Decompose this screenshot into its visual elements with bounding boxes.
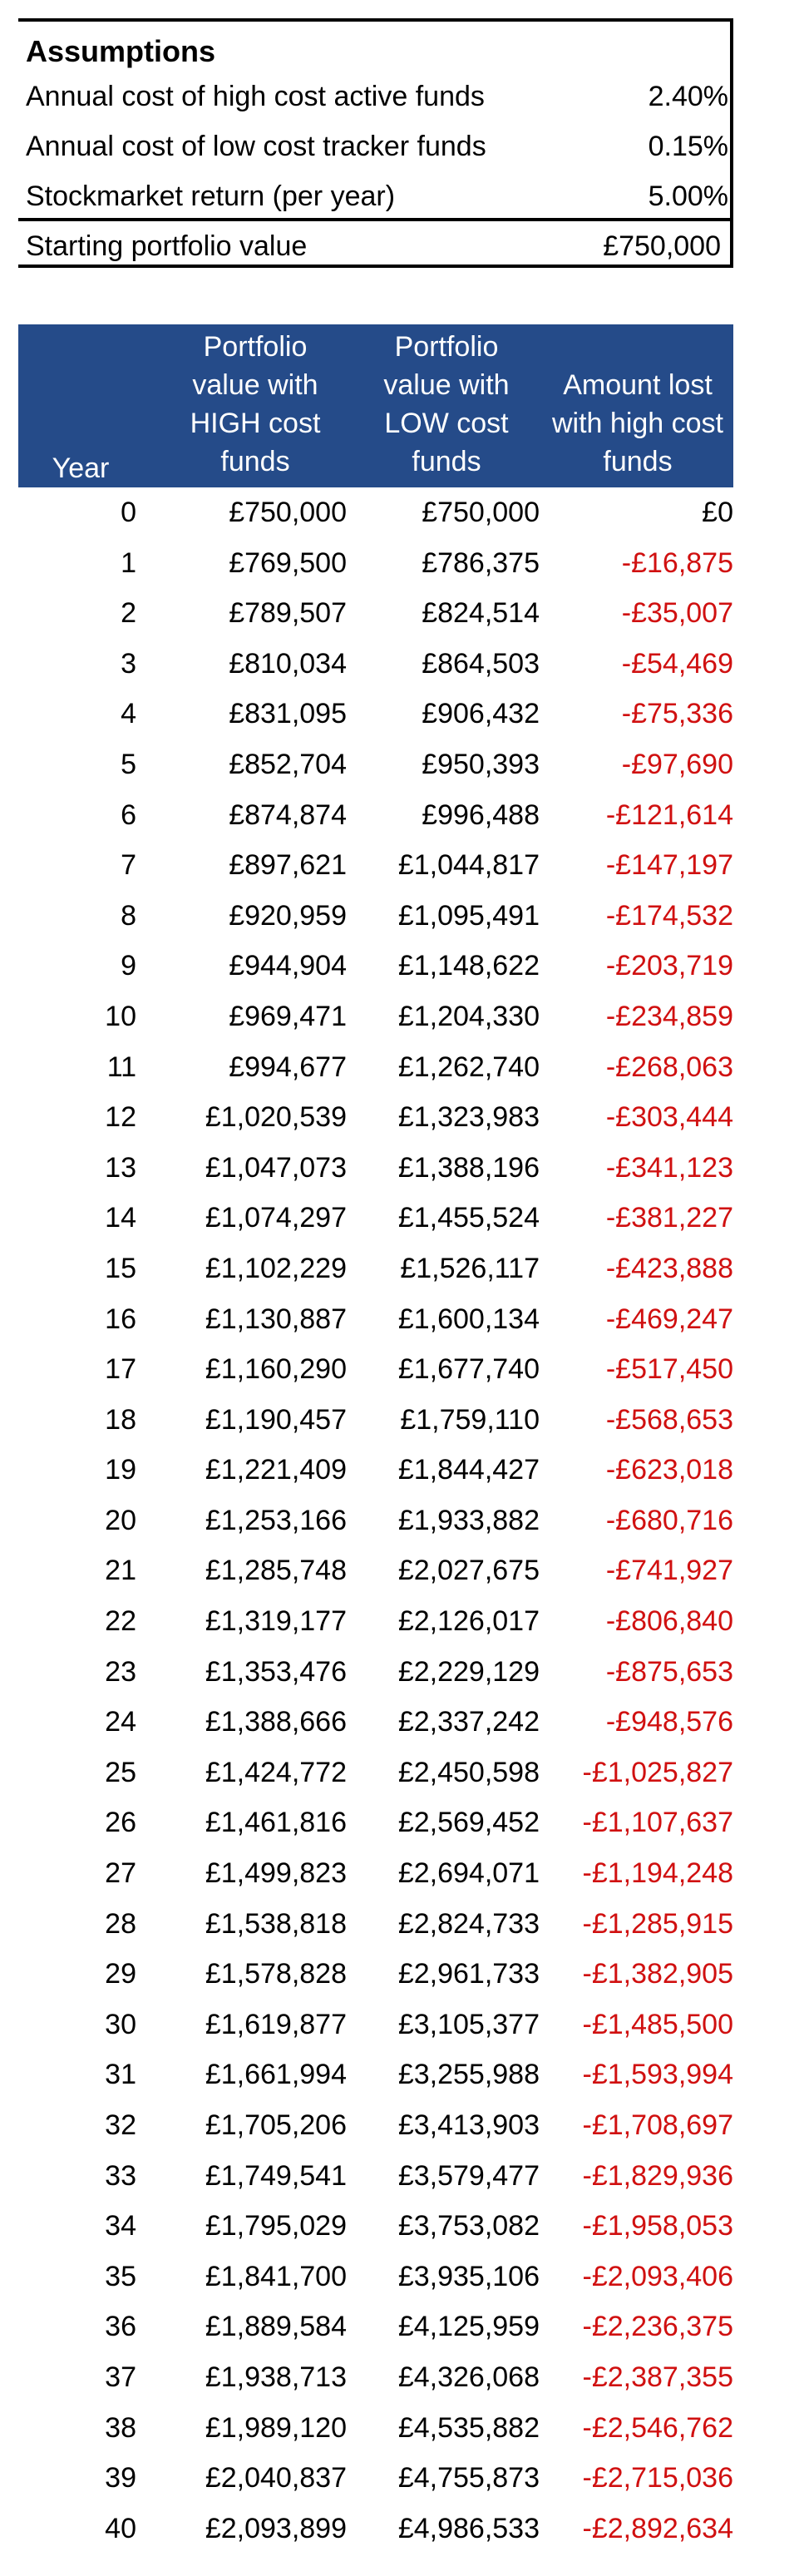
high-cost-value-cell: £994,677 <box>229 1051 347 1083</box>
table-row <box>18 2049 733 2100</box>
table-row <box>18 2302 733 2352</box>
assumption-row-starting-value <box>18 218 730 268</box>
amount-lost-cell: -£1,285,915 <box>582 1907 733 1940</box>
assumptions-title: Assumptions <box>26 34 216 68</box>
high-cost-value-cell: £789,507 <box>229 597 347 630</box>
amount-lost-cell: -£97,690 <box>621 748 733 780</box>
header-high-cost: Portfolio value with HIGH cost funds <box>190 331 321 477</box>
year-cell: 0 <box>121 497 136 528</box>
amount-lost-cell: -£174,532 <box>605 899 733 932</box>
high-cost-value-cell: £2,040,837 <box>205 2462 347 2494</box>
low-cost-value-cell: £3,105,377 <box>397 2008 540 2040</box>
high-cost-value-cell: £944,904 <box>229 950 347 982</box>
year-cell: 24 <box>105 1706 136 1738</box>
year-cell: 27 <box>105 1857 136 1890</box>
high-cost-value-cell: £831,095 <box>229 698 347 730</box>
header-amount-lost: Amount lost with high cost funds <box>552 369 723 477</box>
high-cost-value-cell: £1,424,772 <box>205 1756 347 1788</box>
low-cost-value-cell: £2,569,452 <box>397 1807 540 1839</box>
year-cell: 26 <box>105 1807 136 1839</box>
low-cost-value-cell: £3,935,106 <box>397 2260 540 2292</box>
year-cell: 32 <box>105 2109 136 2141</box>
amount-lost-cell: -£948,576 <box>605 1706 733 1738</box>
assumption-label: Starting portfolio value <box>26 230 308 262</box>
high-cost-value-cell: £810,034 <box>229 647 347 680</box>
amount-lost-cell: -£1,485,500 <box>582 2008 733 2040</box>
amount-lost-cell: -£1,025,827 <box>582 1756 733 1788</box>
table-row <box>18 2151 733 2202</box>
amount-lost-cell: -£741,927 <box>605 1555 733 1587</box>
table-header <box>18 324 733 487</box>
table-row <box>18 2453 733 2504</box>
year-cell: 33 <box>105 2159 136 2192</box>
low-cost-value-cell: £1,095,491 <box>397 899 540 932</box>
low-cost-value-cell: £4,755,873 <box>397 2462 540 2494</box>
low-cost-value-cell: £750,000 <box>422 497 540 528</box>
table-row <box>18 689 733 739</box>
high-cost-value-cell: £1,047,073 <box>205 1151 347 1184</box>
low-cost-value-cell: £1,677,740 <box>397 1353 540 1386</box>
table-row <box>18 991 733 1042</box>
amount-lost-cell: -£381,227 <box>605 1202 733 1234</box>
header-low-cost: Portfolio value with LOW cost funds <box>383 331 510 477</box>
low-cost-value-cell: £1,204,330 <box>397 1000 540 1032</box>
high-cost-value-cell: £1,889,584 <box>205 2311 347 2343</box>
high-cost-value-cell: £897,621 <box>229 849 347 882</box>
year-cell: 6 <box>121 799 136 831</box>
low-cost-value-cell: £4,326,068 <box>397 2361 540 2393</box>
year-cell: 25 <box>105 1756 136 1788</box>
amount-lost-cell: -£1,708,697 <box>582 2109 733 2141</box>
table-row <box>18 2201 733 2252</box>
high-cost-value-cell: £1,661,994 <box>205 2059 347 2091</box>
low-cost-value-cell: £824,514 <box>422 597 540 630</box>
high-cost-value-cell: £1,102,229 <box>205 1252 347 1284</box>
high-cost-value-cell: £969,471 <box>229 1000 347 1032</box>
high-cost-value-cell: £1,705,206 <box>205 2109 347 2141</box>
table-row <box>18 2352 733 2403</box>
amount-lost-cell: -£341,123 <box>605 1151 733 1184</box>
high-cost-value-cell: £1,538,818 <box>205 1907 347 1940</box>
low-cost-value-cell: £906,432 <box>422 698 540 730</box>
high-cost-value-cell: £1,989,120 <box>205 2411 347 2444</box>
table-row <box>18 2100 733 2151</box>
low-cost-value-cell: £1,262,740 <box>397 1051 540 1083</box>
year-cell: 30 <box>105 2008 136 2040</box>
amount-lost-cell: -£680,716 <box>605 1504 733 1536</box>
amount-lost-cell: -£303,444 <box>605 1101 733 1134</box>
table-row <box>18 1143 733 1194</box>
low-cost-value-cell: £1,844,427 <box>397 1454 540 1486</box>
table-row <box>18 1092 733 1143</box>
low-cost-value-cell: £2,027,675 <box>397 1555 540 1587</box>
year-cell: 19 <box>105 1454 136 1486</box>
low-cost-value-cell: £3,255,988 <box>397 2059 540 2091</box>
amount-lost-cell: -£1,107,637 <box>582 1807 733 1839</box>
year-cell: 3 <box>121 647 136 680</box>
year-cell: 9 <box>121 950 136 982</box>
high-cost-value-cell: £874,874 <box>229 799 347 831</box>
table-row <box>18 1445 733 1496</box>
low-cost-value-cell: £2,229,129 <box>397 1655 540 1688</box>
low-cost-value-cell: £1,933,882 <box>397 1504 540 1536</box>
high-cost-value-cell: £1,578,828 <box>205 1958 347 1990</box>
year-cell: 7 <box>121 849 136 882</box>
low-cost-value-cell: £1,759,110 <box>400 1403 540 1436</box>
assumptions-box <box>18 18 733 268</box>
assumption-label: Annual cost of low cost tracker funds <box>26 131 486 162</box>
table-row <box>18 2252 733 2302</box>
high-cost-value-cell: £1,938,713 <box>205 2361 347 2393</box>
year-cell: 5 <box>121 748 136 780</box>
low-cost-value-cell: £1,455,524 <box>397 1202 540 1234</box>
assumption-label: Annual cost of high cost active funds <box>26 81 485 112</box>
high-cost-value-cell: £852,704 <box>229 748 347 780</box>
year-cell: 11 <box>106 1051 136 1083</box>
amount-lost-cell: -£1,958,053 <box>582 2210 733 2242</box>
table-row <box>18 1797 733 1848</box>
year-cell: 39 <box>105 2462 136 2494</box>
high-cost-value-cell: £1,388,666 <box>205 1706 347 1738</box>
table-row <box>18 1042 733 1093</box>
table-row <box>18 2000 733 2050</box>
table-row <box>18 1748 733 1798</box>
low-cost-value-cell: £786,375 <box>422 546 540 579</box>
low-cost-value-cell: £1,526,117 <box>400 1252 540 1284</box>
high-cost-value-cell: £1,160,290 <box>205 1353 347 1386</box>
low-cost-value-cell: £1,388,196 <box>397 1151 540 1184</box>
high-cost-value-cell: £920,959 <box>229 899 347 932</box>
high-cost-value-cell: £1,841,700 <box>205 2260 347 2292</box>
high-cost-value-cell: £1,190,457 <box>205 1403 347 1436</box>
assumption-value: 2.40% <box>648 81 728 112</box>
low-cost-value-cell: £3,579,477 <box>397 2159 540 2192</box>
high-cost-value-cell: £1,499,823 <box>205 1857 347 1890</box>
low-cost-value-cell: £1,044,817 <box>397 849 540 882</box>
low-cost-value-cell: £996,488 <box>422 799 540 831</box>
amount-lost-cell: -£1,382,905 <box>582 1958 733 1990</box>
high-cost-value-cell: £1,285,748 <box>205 1555 347 1587</box>
amount-lost-cell: -£806,840 <box>605 1605 733 1638</box>
table-row <box>18 840 733 891</box>
header-year: Year <box>52 452 110 484</box>
year-cell: 2 <box>121 597 136 630</box>
amount-lost-cell: -£1,194,248 <box>582 1857 733 1890</box>
table-row <box>18 1848 733 1899</box>
table-row <box>18 1496 733 1546</box>
high-cost-value-cell: £1,749,541 <box>205 2159 347 2192</box>
table-row <box>18 1193 733 1244</box>
assumption-row-return <box>26 171 728 221</box>
high-cost-value-cell: £750,000 <box>229 497 347 528</box>
year-cell: 31 <box>105 2059 136 2091</box>
low-cost-value-cell: £2,824,733 <box>397 1907 540 1940</box>
high-cost-value-cell: £1,795,029 <box>205 2210 347 2242</box>
amount-lost-cell: -£75,336 <box>621 698 733 730</box>
table-row <box>18 1545 733 1596</box>
amount-lost-cell: -£2,546,762 <box>582 2411 733 2444</box>
year-cell: 15 <box>105 1252 136 1284</box>
year-cell: 38 <box>105 2411 136 2444</box>
table-row <box>18 538 733 589</box>
low-cost-value-cell: £2,450,598 <box>397 1756 540 1788</box>
year-cell: 18 <box>105 1403 136 1436</box>
table-row <box>18 1899 733 1950</box>
high-cost-value-cell: £1,221,409 <box>205 1454 347 1486</box>
low-cost-value-cell: £4,535,882 <box>397 2411 540 2444</box>
amount-lost-cell: -£469,247 <box>605 1303 733 1335</box>
year-cell: 37 <box>105 2361 136 2393</box>
low-cost-value-cell: £1,600,134 <box>397 1303 540 1335</box>
year-cell: 8 <box>121 899 136 932</box>
low-cost-value-cell: £3,753,082 <box>397 2210 540 2242</box>
year-cell: 22 <box>105 1605 136 1638</box>
table-row <box>18 588 733 639</box>
amount-lost-cell: -£234,859 <box>605 1000 733 1032</box>
amount-lost-cell: -£54,469 <box>621 647 733 680</box>
assumption-value: £750,000 <box>603 230 721 262</box>
high-cost-value-cell: £769,500 <box>229 546 347 579</box>
year-cell: 29 <box>105 1958 136 1990</box>
low-cost-value-cell: £2,694,071 <box>397 1857 540 1890</box>
year-cell: 4 <box>121 698 136 730</box>
table-row <box>18 2504 733 2554</box>
amount-lost-cell: -£35,007 <box>621 597 733 630</box>
year-cell: 35 <box>105 2260 136 2292</box>
table-row <box>18 790 733 841</box>
amount-lost-cell: -£16,875 <box>621 546 733 579</box>
table-row <box>18 1697 733 1748</box>
year-cell: 23 <box>105 1655 136 1688</box>
amount-lost-cell: -£203,719 <box>605 950 733 982</box>
table-body <box>18 487 733 2554</box>
table-row <box>18 1647 733 1698</box>
table-row <box>18 1244 733 1294</box>
year-cell: 12 <box>105 1101 136 1134</box>
year-cell: 34 <box>105 2210 136 2242</box>
amount-lost-cell: -£423,888 <box>605 1252 733 1284</box>
amount-lost-cell: -£1,593,994 <box>582 2059 733 2091</box>
table-row <box>18 2403 733 2454</box>
amount-lost-cell: -£2,715,036 <box>582 2462 733 2494</box>
amount-lost-cell: -£517,450 <box>605 1353 733 1386</box>
amount-lost-cell: -£875,653 <box>605 1655 733 1688</box>
amount-lost-cell: -£268,063 <box>605 1051 733 1083</box>
low-cost-value-cell: £3,413,903 <box>397 2109 540 2141</box>
assumption-row-high-cost <box>26 72 728 121</box>
table-row <box>18 891 733 942</box>
year-cell: 40 <box>105 2512 136 2544</box>
year-cell: 10 <box>105 1000 136 1032</box>
low-cost-value-cell: £950,393 <box>422 748 540 780</box>
amount-lost-cell: -£2,236,375 <box>582 2311 733 2343</box>
low-cost-value-cell: £4,986,533 <box>397 2512 540 2544</box>
low-cost-value-cell: £1,323,983 <box>397 1101 540 1134</box>
high-cost-value-cell: £1,020,539 <box>205 1101 347 1134</box>
high-cost-value-cell: £1,074,297 <box>205 1202 347 1234</box>
amount-lost-cell: £0 <box>702 497 733 528</box>
low-cost-value-cell: £1,148,622 <box>397 950 540 982</box>
year-cell: 28 <box>105 1907 136 1940</box>
year-cell: 20 <box>105 1504 136 1536</box>
assumption-value: 5.00% <box>648 180 728 212</box>
amount-lost-cell: -£1,829,936 <box>582 2159 733 2192</box>
table-row <box>18 1344 733 1395</box>
amount-lost-cell: -£623,018 <box>605 1454 733 1486</box>
low-cost-value-cell: £864,503 <box>422 647 540 680</box>
year-cell: 1 <box>121 546 136 579</box>
high-cost-value-cell: £1,319,177 <box>205 1605 347 1638</box>
table-row <box>18 1395 733 1446</box>
year-cell: 14 <box>105 1202 136 1234</box>
amount-lost-cell: -£2,387,355 <box>582 2361 733 2393</box>
amount-lost-cell: -£2,093,406 <box>582 2260 733 2292</box>
low-cost-value-cell: £4,125,959 <box>397 2311 540 2343</box>
high-cost-value-cell: £1,353,476 <box>205 1655 347 1688</box>
high-cost-value-cell: £1,619,877 <box>205 2008 347 2040</box>
table-row <box>18 1949 733 2000</box>
high-cost-value-cell: £1,253,166 <box>205 1504 347 1536</box>
high-cost-value-cell: £2,093,899 <box>205 2512 347 2544</box>
low-cost-value-cell: £2,337,242 <box>397 1706 540 1738</box>
table-row <box>18 941 733 991</box>
table-row <box>18 487 733 538</box>
table-row <box>18 1596 733 1647</box>
assumption-row-low-cost <box>26 121 728 171</box>
high-cost-value-cell: £1,461,816 <box>205 1807 347 1839</box>
year-cell: 16 <box>105 1303 136 1335</box>
table-row <box>18 739 733 790</box>
low-cost-value-cell: £2,961,733 <box>397 1958 540 1990</box>
amount-lost-cell: -£121,614 <box>605 799 733 831</box>
table-row <box>18 639 733 690</box>
assumption-value: 0.15% <box>648 131 728 162</box>
low-cost-value-cell: £2,126,017 <box>397 1605 540 1638</box>
assumption-label: Stockmarket return (per year) <box>26 180 396 212</box>
year-cell: 21 <box>105 1555 136 1587</box>
year-cell: 36 <box>105 2311 136 2343</box>
table-row <box>18 1294 733 1345</box>
amount-lost-cell: -£568,653 <box>605 1403 733 1436</box>
high-cost-value-cell: £1,130,887 <box>205 1303 347 1335</box>
amount-lost-cell: -£2,892,634 <box>582 2512 733 2544</box>
year-cell: 13 <box>105 1151 136 1184</box>
year-cell: 17 <box>105 1353 136 1386</box>
amount-lost-cell: -£147,197 <box>605 849 733 882</box>
